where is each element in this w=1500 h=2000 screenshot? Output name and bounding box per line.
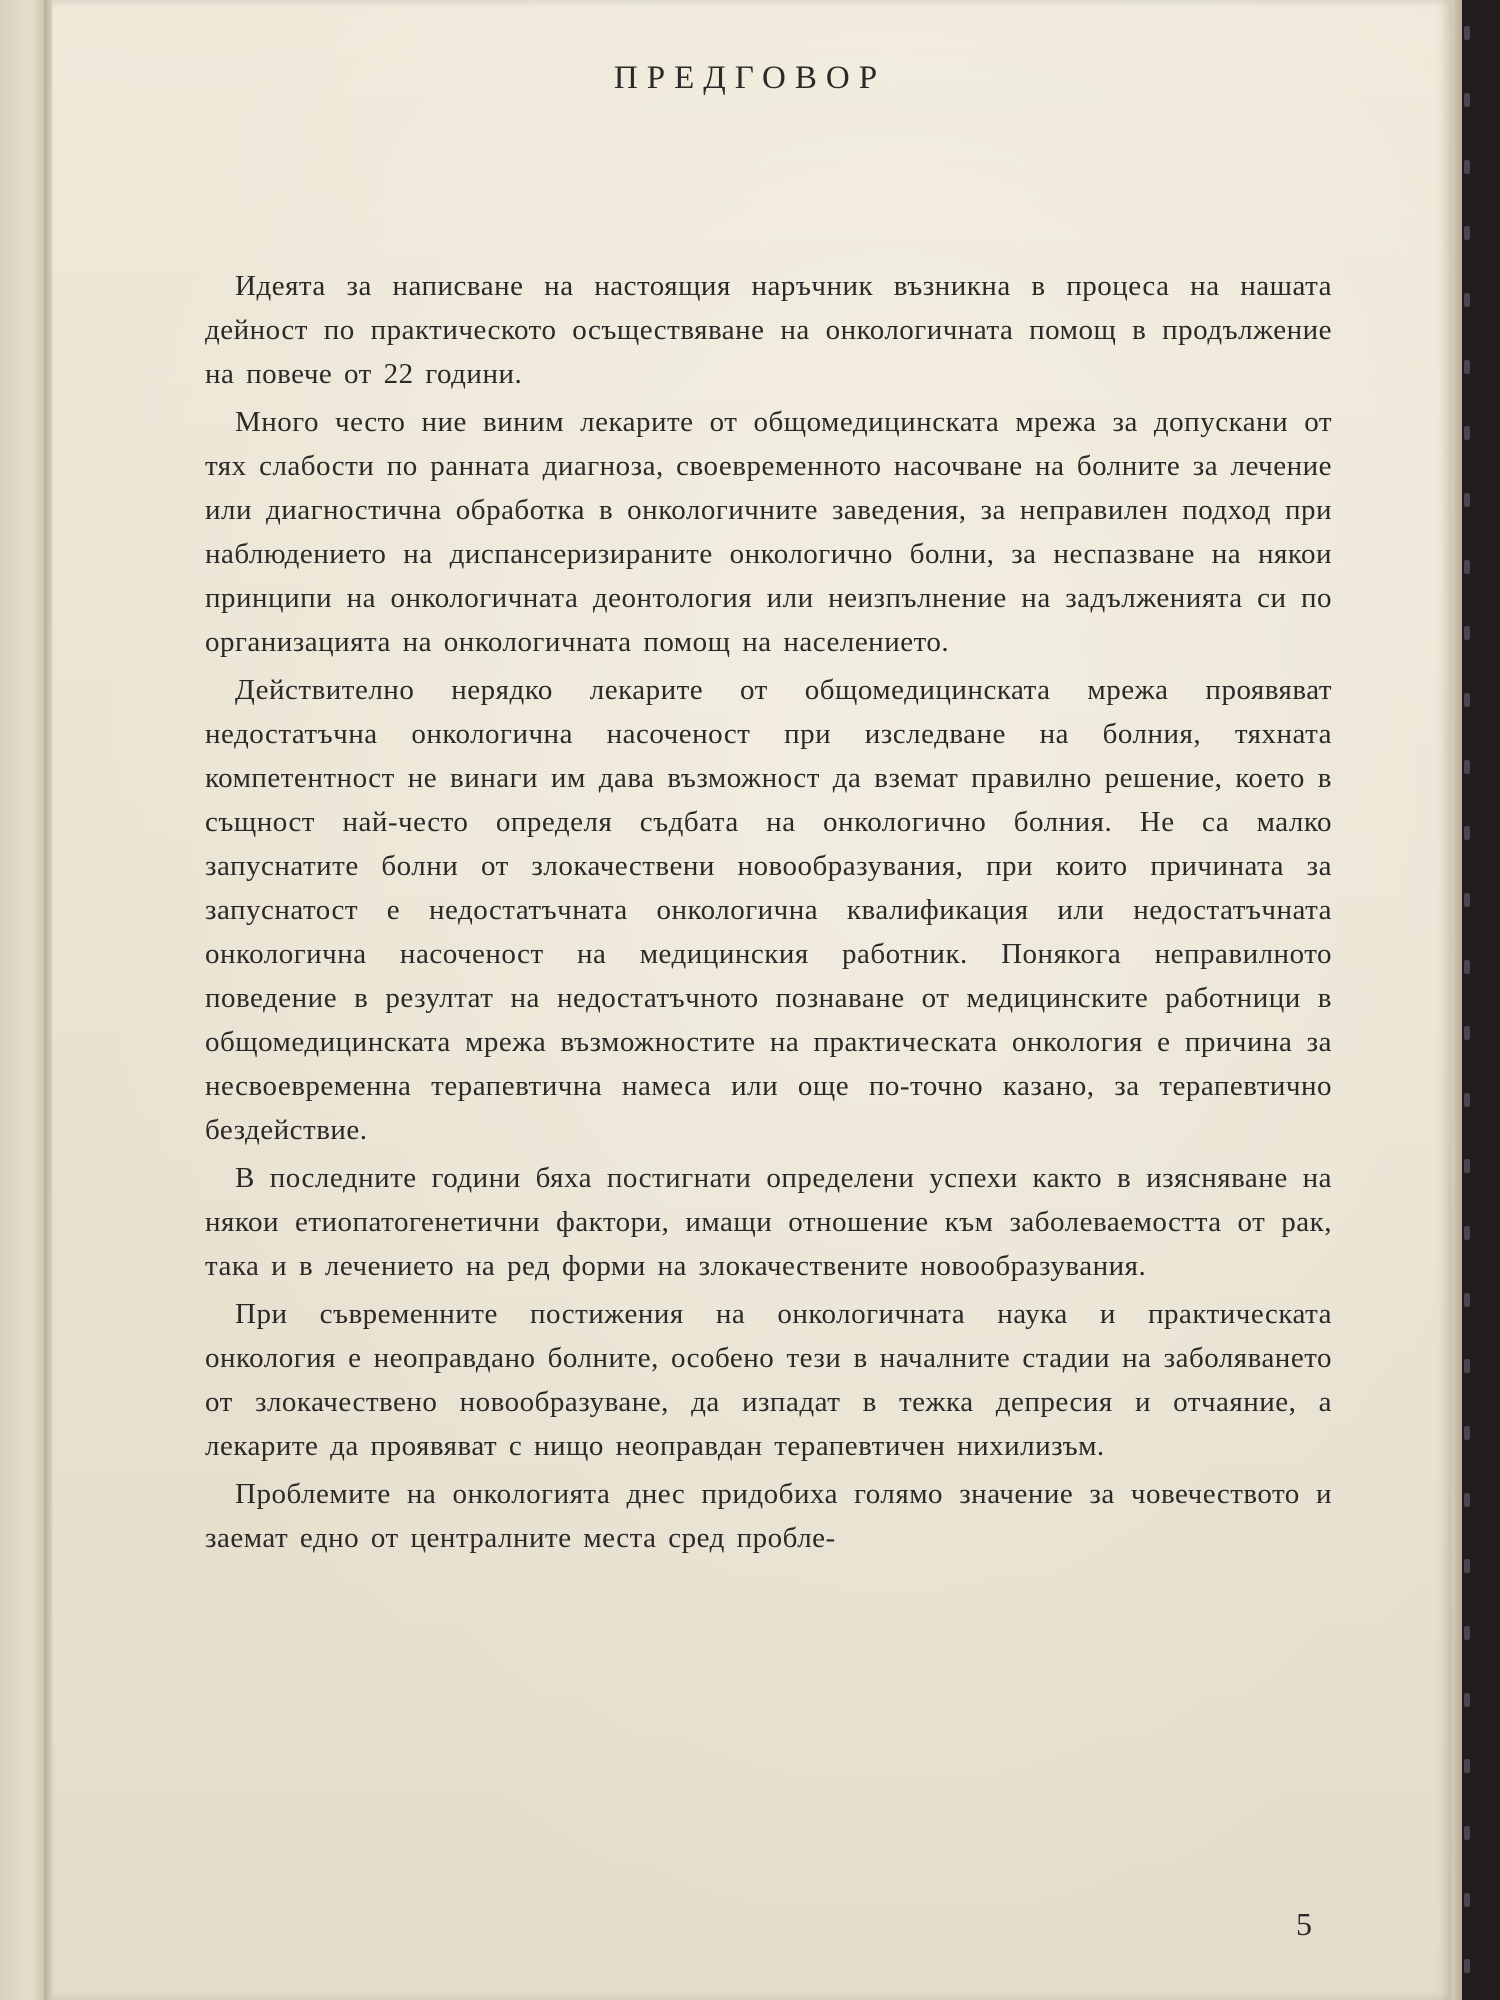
- page-title: ПРЕДГОВОР: [613, 60, 887, 96]
- stitch: [1464, 1559, 1470, 1573]
- stitch: [1464, 1759, 1470, 1773]
- stitch: [1464, 760, 1470, 774]
- stitch: [1464, 826, 1470, 840]
- previous-page-edge: [0, 0, 44, 2000]
- stitch: [1464, 693, 1470, 707]
- stitch: [1464, 1426, 1470, 1440]
- stitch: [1464, 360, 1470, 374]
- stitch: [1464, 626, 1470, 640]
- stitch: [1464, 293, 1470, 307]
- paragraph: При съвременните постижения на онкологичната наука и практическата онкология е неоправдано болните, особено тези в началните стадии на заболяването от злокачествено новообразуване, да изпадат в тежка депресия и отчаяние, а лекарите да проявяват с нищо неоправдан терапевтичен нихилизъм.: [205, 1298, 1332, 1462]
- paragraph: Много често ние виним лекарите от общомедицинската мрежа за допускани от тях слабости по ранната диагноза, своевременното насочване на болните за лечение или диагностична обработка в онкологичните заведения, за неправилен подход при наблюдението на диспансеризираните онкологично болни, за неспазване на някои принципи на онкологичната деонтология или неизпълнение на задълженията си по организацията на онкологичната помощ на населението.: [205, 406, 1332, 658]
- stitch: [1464, 1493, 1470, 1507]
- paragraph: В последните години бяха постигнати определени успехи както в изясняване на някои етиопатогенетични фактори, имащи отношение към заболеваемостта от рак, така и в лечението на ред форми на злокачествените новообразувания.: [205, 1162, 1332, 1282]
- paragraph: Проблемите на онкологията днес придобиха голямо значение за човечеството и заемат едно от централните места сред пробле-: [205, 1478, 1332, 1554]
- stitch: [1464, 226, 1470, 240]
- stitch: [1464, 1293, 1470, 1307]
- stitch: [1464, 893, 1470, 907]
- stitch: [1464, 1226, 1470, 1240]
- paragraph: Идеята за написване на настоящия наръчник възникна в процеса на нашата дейност по практическото осъществяване на онкологичната помощ в продължение на повече от 22 години.: [205, 270, 1332, 390]
- stitch: [1464, 1959, 1470, 1973]
- stitch: [1464, 1626, 1470, 1640]
- stitch: [1464, 1359, 1470, 1373]
- stitch: [1464, 1093, 1470, 1107]
- stitch: [1464, 1159, 1470, 1173]
- body-text: [205, 264, 1332, 1564]
- binding-stitches: [1462, 0, 1472, 2000]
- stitch: [1464, 426, 1470, 440]
- stitch: [1464, 1693, 1470, 1707]
- page-edge: [1452, 0, 1462, 2000]
- book-gutter: [44, 0, 52, 2000]
- paragraph: Действително нерядко лекарите от общомедицинската мрежа проявяват недостатъчна онкологична насоченост при изследване на болния, тяхната компетентност не винаги им дава възможност да вземат правилно решение, което в същност най-често определя съдбата на онкологично болния. Не са малко запуснатите болни от злокачествени новообразувания, при които причината за запуснатост е недостатъчната онкологична квалификация или недостатъчната онкологична насоченост на медицинския работник. Понякога неправилното поведение в резултат на недостатъчното познаване от медицинските работници в общомедицинската мрежа възможностите на практическата онкология е причина за несвоевременна терапевтична намеса или още по-точно казано, за терапевтично бездействие.: [205, 674, 1332, 1146]
- stitch: [1464, 1826, 1470, 1840]
- stitch: [1464, 26, 1470, 40]
- stitch: [1464, 493, 1470, 507]
- stitch: [1464, 960, 1470, 974]
- page-number: 5: [1296, 1906, 1312, 1942]
- stitch: [1464, 1026, 1470, 1040]
- stitch: [1464, 1893, 1470, 1907]
- stitch: [1464, 160, 1470, 174]
- stitch: [1464, 560, 1470, 574]
